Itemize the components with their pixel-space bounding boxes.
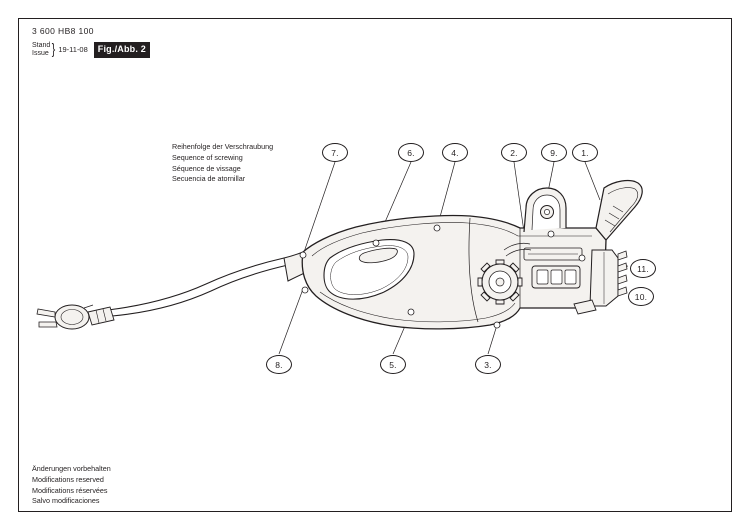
issue-date: 19-11-08 [58, 45, 88, 55]
footer-note-fr: Modifications réservées [32, 485, 108, 495]
sprocket-wheel [478, 260, 522, 304]
sequence-note-es: Secuencia de atornillar [172, 174, 246, 184]
sequence-note-de: Reihenfolge der Verschraubung [172, 142, 274, 151]
power-cord-and-plug [37, 252, 312, 329]
callout-10[interactable]: 10. [628, 287, 654, 306]
callout-5[interactable]: 5. [380, 355, 406, 374]
callout-3[interactable]: 3. [475, 355, 501, 374]
sequence-note-fr: Séquence de vissage [172, 163, 241, 173]
stand-label: Stand [32, 41, 51, 49]
footer-note-en: Modifications reserved [32, 474, 104, 484]
figure-badge: Fig./Abb. 2 [94, 42, 150, 58]
callout-9[interactable]: 9. [541, 143, 567, 162]
callout-1[interactable]: 1. [572, 143, 598, 162]
callout-6[interactable]: 6. [398, 143, 424, 162]
callout-4[interactable]: 4. [442, 143, 468, 162]
callout-2[interactable]: 2. [501, 143, 527, 162]
part-number: 3 600 HB8 100 [32, 26, 94, 36]
rear-grip [596, 181, 642, 240]
issue-label: Issue [32, 49, 49, 57]
footer-note-es: Salvo modificaciones [32, 496, 100, 506]
callout-11[interactable]: 11. [630, 259, 656, 278]
callout-7[interactable]: 7. [322, 143, 348, 162]
callout-8[interactable]: 8. [266, 355, 292, 374]
sequence-note-en: Sequence of screwing [172, 152, 243, 162]
footer-note-de: Änderungen vorbehalten [32, 464, 111, 473]
brace-glyph: } [52, 40, 56, 58]
bail-handle-bracket [524, 188, 566, 232]
